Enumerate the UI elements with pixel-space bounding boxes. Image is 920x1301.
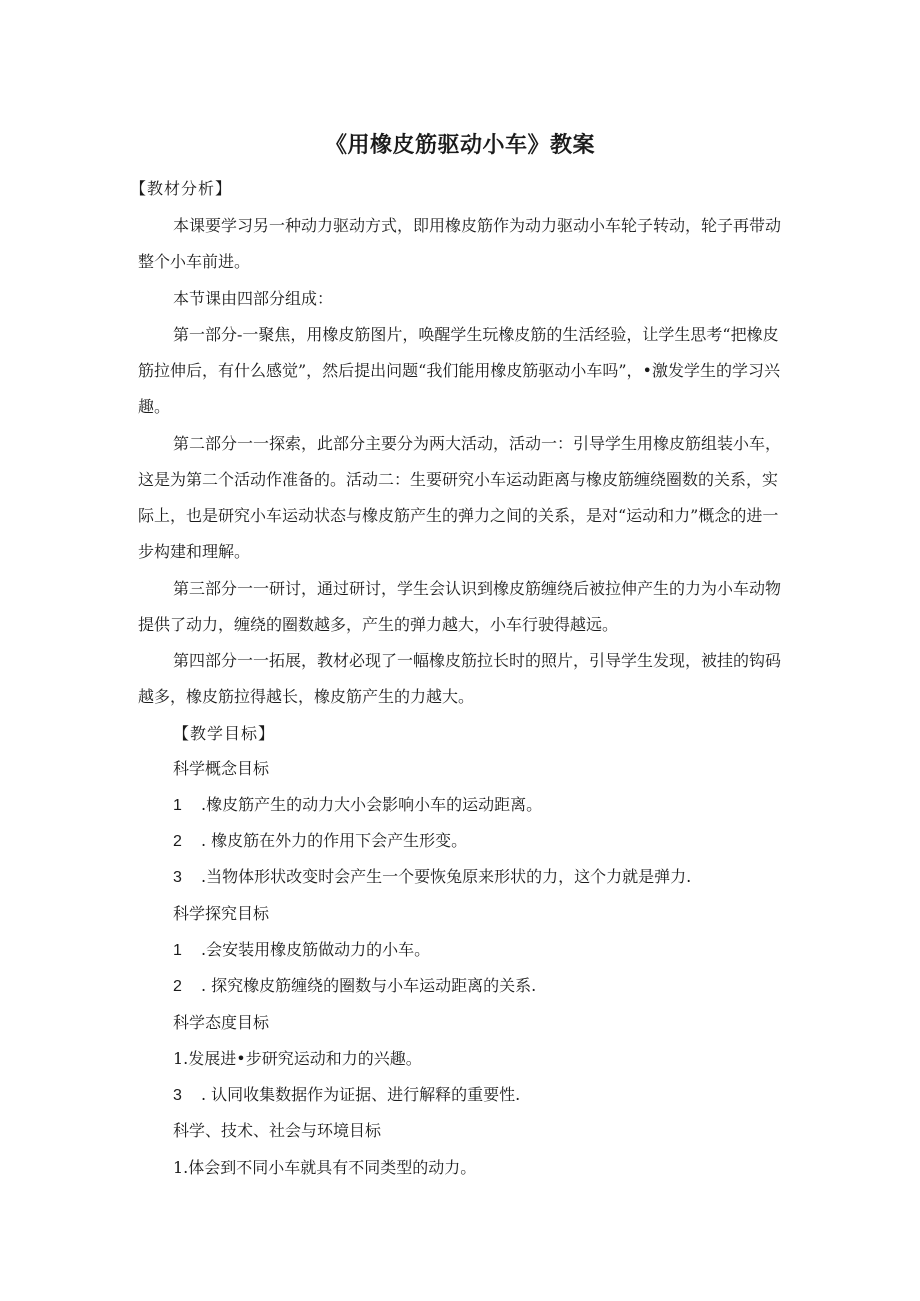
paragraph-parts-overview: 本节课由四部分组成： (173, 289, 334, 308)
list-item: 1 .橡皮筋产生的动力大小会影响小车的运动距离。 (173, 795, 543, 814)
attitude-goals-heading: 科学态度目标 (173, 1013, 270, 1032)
stse-goals-heading: 科学、技术、社会与环境目标 (173, 1121, 382, 1140)
paragraph-part-3: 第三部分一一研讨，通过研讨，学生会认识到橡皮筋缠绕后被拉伸产生的力为小车动物提供了动力，缠绕的圈数越多，产生的弹力越大，小车行驶得越远。 (138, 579, 782, 634)
inquiry-goals-heading: 科学探究目标 (173, 904, 270, 923)
list-item: 2 . 探究橡皮筋缠绕的圈数与小车运动距离的关系. (173, 976, 537, 995)
concept-goals-heading: 科学概念目标 (173, 759, 270, 778)
paragraph-part-4: 第四部分一一拓展，教材必现了一幅橡皮筋拉长时的照片，引导学生发现，被挂的钩码越多，橡皮筋拉得越长，橡皮筋产生的力越大。 (138, 651, 782, 706)
section-heading-goals: 【教学目标】 (173, 724, 276, 743)
list-item: 2 . 橡皮筋在外力的作用下会产生形变。 (173, 831, 468, 850)
list-item: 1 .会安装用橡皮筋做动力的小车。 (173, 940, 431, 959)
paragraph-intro: 本课要学习另一种动力驱动方式，即用橡皮筋作为动力驱动小车轮子转动，轮子再带动整个小车前进。 (138, 216, 782, 271)
paragraph-part-2: 第二部分一一探索，此部分主要分为两大活动，活动一：引导学生用橡皮筋组装小车，这是为第二个活动作准备的。活动二：生要研究小车运动距离与橡皮筋缠绕圈数的关系，实际上，也是研究小车运动状态与橡皮筋产生的弹力之间的关系，是对“运动和力”概念的进一步构建和理解。 (138, 434, 782, 561)
section-heading-material: 【教材分析】 (130, 179, 233, 198)
list-item: 3 .当物体形状改变时会产生一个要恢兔原来形状的力，这个力就是弹力. (173, 867, 692, 886)
paragraph-part-1: 第一部分-一聚焦，用橡皮筋图片，唤醒学生玩橡皮筋的生活经验，让学生思考“把橡皮筋拉伸后，有什么感觉”，然后提出问题“我们能用橡皮筋驱动小车吗”，•激发学生的学习兴趣。 (138, 325, 780, 416)
list-item: 1.体会到不同小车就具有不同类型的动力。 (173, 1158, 477, 1177)
list-item: 3 . 认同收集数据作为证据、进行解释的重要性. (173, 1085, 521, 1104)
list-item: 1.发展进•步研究运动和力的兴趣。 (173, 1049, 422, 1068)
document-title: 《用橡皮筋驱动小车》教案 (324, 132, 595, 158)
